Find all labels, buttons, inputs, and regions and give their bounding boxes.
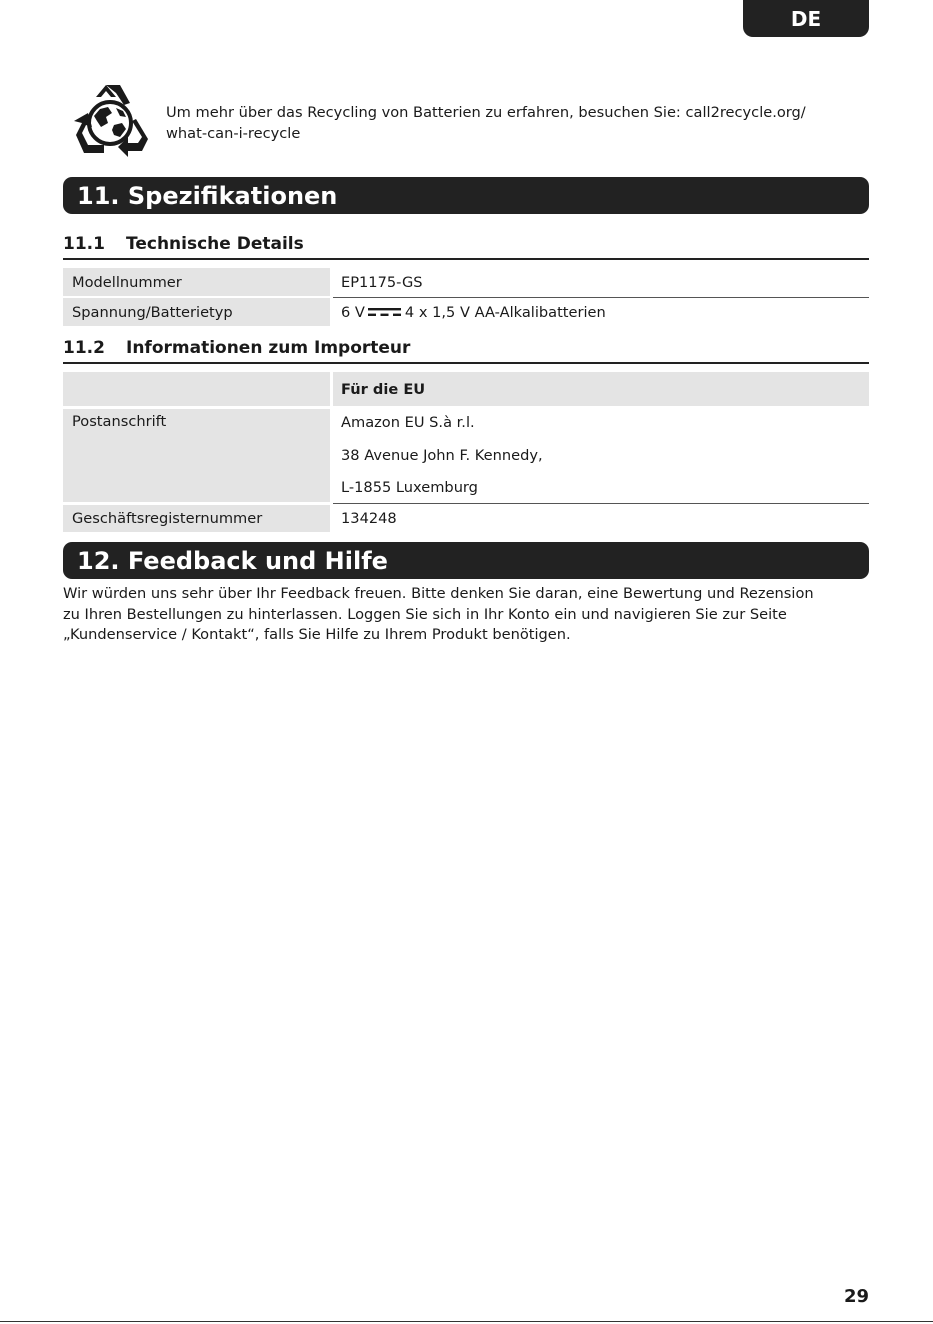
importer-value-register: 134248 xyxy=(341,510,397,527)
spec-value-voltage xyxy=(333,298,869,326)
table-divider xyxy=(333,503,869,504)
recycle-globe-icon xyxy=(70,83,150,161)
feedback-line: „Kundenservice / Kontakt“, falls Sie Hilfe zu Ihrem Produkt benötigen. xyxy=(63,626,571,643)
importer-label-register: Geschäftsregisternummer xyxy=(63,505,330,532)
feedback-line: zu Ihren Bestellungen zu hinterlassen. Loggen Sie sich in Ihr Konto ein und navigieren Sie zur Seite xyxy=(63,605,787,623)
spec-label-voltage: Spannung/Batterietyp xyxy=(63,298,330,326)
feedback-paragraph xyxy=(63,584,863,646)
direct-current-icon xyxy=(368,307,401,317)
page-number: 29 xyxy=(843,1286,869,1307)
recycling-info xyxy=(166,102,866,144)
section-12-title: 12. Feedback und Hilfe xyxy=(63,542,869,579)
importer-header-eu: Für die EU xyxy=(333,372,869,406)
feedback-line: Wir würden uns sehr über Ihr Feedback freuen. Bitte denken Sie daran, eine Bewertung und Rezension xyxy=(63,585,814,602)
importer-address xyxy=(333,403,869,496)
subsection-11-1-heading xyxy=(63,233,869,260)
section-11-title: 11. Spezifikationen xyxy=(63,177,869,214)
page-bottom-rule xyxy=(0,1321,933,1322)
battery-type: 4 x 1,5 V AA-Alkalibatterien xyxy=(404,304,606,321)
spec-label-model: Modellnummer xyxy=(63,268,330,296)
subsection-title: Informationen zum Importeur xyxy=(126,338,411,358)
address-line: 38 Avenue John F. Kennedy, xyxy=(341,446,543,464)
address-line: L-1855 Luxemburg xyxy=(341,479,478,496)
subsection-11-2-heading xyxy=(63,337,869,364)
subsection-number: 11.1 xyxy=(63,234,105,254)
spec-value-model: EP1175-GS xyxy=(341,274,423,291)
importer-header-empty xyxy=(63,372,330,406)
subsection-number: 11.2 xyxy=(63,338,105,358)
language-tab: DE xyxy=(743,0,869,37)
recycling-line-2: what-can-i-recycle xyxy=(166,125,301,142)
address-line: Amazon EU S.à r.l. xyxy=(341,414,475,431)
subsection-title: Technische Details xyxy=(126,234,304,254)
voltage-value: 6 V xyxy=(341,304,365,321)
recycling-line-1: Um mehr über das Recycling von Batterien zu erfahren, besuchen Sie: call2recycle.org/ xyxy=(166,104,806,121)
importer-label-address: Postanschrift xyxy=(63,409,330,502)
